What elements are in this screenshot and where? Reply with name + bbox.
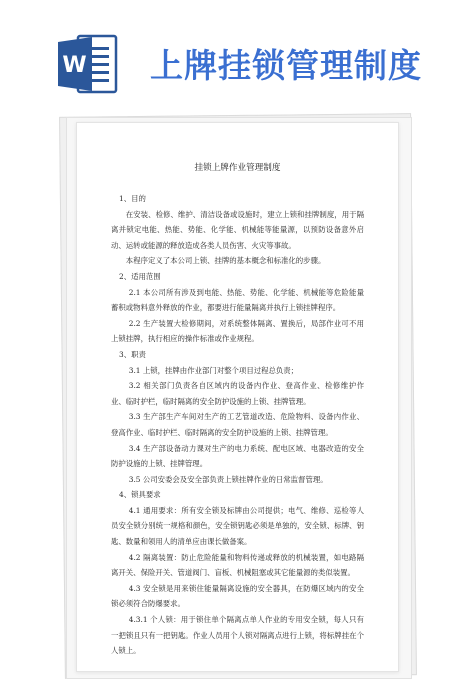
banner bbox=[0, 0, 474, 104]
paragraph: 在安装、检修、维护、清洁设备或设施时，建立上锁和挂牌制度，用于隔离并锁定电能、热能、势能、化学能、机械能等能量源，以预防设备意外启动、运转或能源的释放造成各类人员伤害、火灾等事故。 bbox=[111, 209, 364, 250]
section-heading: 2、适用范围 bbox=[119, 271, 161, 281]
document-title: 挂锁上牌作业管理制度 bbox=[194, 163, 281, 173]
paragraph: 3.1 上锁，挂牌由作业部门对整个项目过程总负责； bbox=[128, 365, 299, 375]
paragraph: 3.5 公司安委会及安全部负责上锁挂牌作业的日常监督管理。 bbox=[128, 474, 328, 484]
paragraph: 3.2 相关部门负责各自区域内的设备内作业、登高作业、检修维护作业、临时护栏，临时隔离的安全防护设施的上锁、挂牌管理。 bbox=[111, 381, 364, 406]
section-heading: 4、锁具要求 bbox=[119, 490, 161, 500]
banner-title: 上牌挂锁管理制度 bbox=[150, 46, 422, 85]
paragraph: 4.2 隔离装置：防止危险能量和物料传递或释放的机械装置，如电路隔离开关、保险开关、管道阀门、盲板、机械阻塞或其它能量源的类似装置。 bbox=[111, 552, 364, 578]
word-icon-letter: W bbox=[62, 53, 87, 78]
paragraph: 2.2 生产装置大检修期间，对系统整体隔离、置换后，局部作业可不用上锁挂牌，执行相应的操作标准或作业规程。 bbox=[111, 318, 364, 344]
word-document-icon bbox=[58, 34, 118, 94]
document-body bbox=[111, 191, 364, 659]
section-heading: 1、目的 bbox=[119, 194, 146, 203]
paragraph: 2.1 本公司所有涉及到电能、热能、势能、化学能、机械能等危险能量蓄积或物料意外释放的作业，都要进行能量隔离并执行上锁挂牌程序。 bbox=[111, 287, 364, 313]
document-page bbox=[76, 122, 399, 672]
paragraph: 3.4 生产部设备动力课对生产的电力系统、配电区域、电器改造的安全防护设施的上锁、挂牌管理。 bbox=[111, 443, 364, 469]
paragraph: 3.3 生产部生产车间对生产的工艺管道改造、危险物料、设备内作业、登高作业、临时护栏、临时隔离的安全防护设施的上锁、挂牌管理。 bbox=[111, 412, 364, 437]
section-heading: 3、职责 bbox=[119, 349, 146, 359]
paragraph: 4.3.1 个人锁：用于锁住单个隔离点单人作业的专用安全锁，每人只有一把锁且只有一把钥匙。作业人员用个人锁对隔离点进行上锁，将标牌挂在个人锁上。 bbox=[111, 615, 364, 656]
paragraph: 本程序定义了本公司上锁、挂牌的基本概念和标准化的步骤。 bbox=[125, 256, 326, 266]
paragraph: 4.3 安全锁是用来锁住能量隔离设施的安全器具，在防爆区域内的安全锁必须符合防爆要求。 bbox=[111, 583, 364, 609]
paragraph: 4.1 通用要求：所有安全锁及标牌由公司提供；电气、维修、巡检等人员安全锁分别统一规格和颜色，安全锁钥匙必须是单独的，安全锁、标牌、钥匙、数量和领用人的清单应由课长做备案。 bbox=[111, 505, 364, 547]
